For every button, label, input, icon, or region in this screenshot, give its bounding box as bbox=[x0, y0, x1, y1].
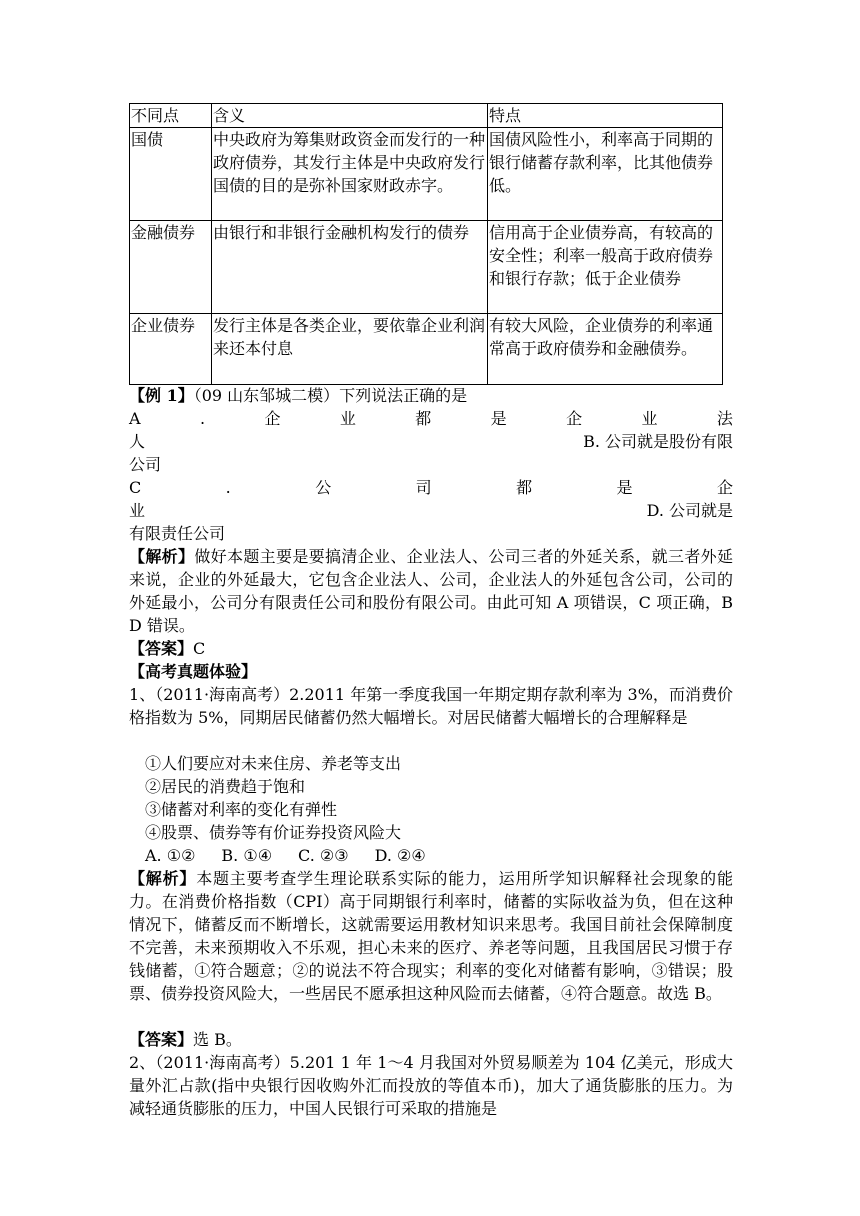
option-b: B. 公司就是股份有限 bbox=[583, 432, 733, 451]
option-a-char: 业 bbox=[641, 409, 658, 428]
analysis-tag: 【解析】 bbox=[129, 547, 195, 566]
option-a-char: 企 bbox=[264, 409, 281, 428]
analysis-text: 做好本题主要是要搞清企业、企业法人、公司三者的外延关系，就三者外延来说，企业的外延最大，它包含企业法人、公司，企业法人的外延包含公司，公司的外延最小，公司分有限责任公司和股份有限公司。由此可知 A 项错误，C 项正确，BD 错误。 bbox=[129, 547, 733, 635]
option-a-char: 业 bbox=[339, 409, 356, 428]
option-a-tail: 人 bbox=[129, 432, 146, 451]
question-1-item: ②居民的消费趋于饱和 bbox=[145, 777, 306, 796]
table-header-cell: 含义 bbox=[212, 104, 488, 128]
option-a-line bbox=[129, 407, 733, 430]
question-1-choices bbox=[129, 844, 749, 867]
option-cd-line bbox=[129, 499, 733, 522]
table-header-cell: 不同点 bbox=[130, 104, 212, 128]
option-a-dot: . bbox=[199, 409, 206, 428]
table-cell: 发行主体是各类企业，要依靠企业利润来还本付息 bbox=[212, 314, 488, 385]
table-cell: 由银行和非银行金融机构发行的债券 bbox=[212, 221, 488, 314]
answer-text: C bbox=[193, 639, 206, 658]
bond-comparison-table bbox=[129, 103, 723, 385]
option-c-char: 都 bbox=[516, 478, 533, 497]
example-answer bbox=[129, 637, 733, 660]
option-ab-line bbox=[129, 430, 733, 453]
question-1-analysis bbox=[129, 867, 733, 1005]
question-1-answer bbox=[129, 1028, 733, 1051]
table-row bbox=[130, 221, 723, 314]
analysis-tag: 【解析】 bbox=[129, 869, 197, 888]
example-question: （09 山东邹城二模）下列说法正确的是 bbox=[193, 386, 468, 405]
option-c-line bbox=[129, 476, 733, 499]
table-cell: 企业债券 bbox=[130, 314, 212, 385]
question-1-item: ④股票、债券等有价证券投资风险大 bbox=[145, 823, 402, 842]
table-cell: 中央政府为筹集财政资金而发行的一种政府债券，其发行主体是中央政府发行国债的目的是弥补国家财政赤字。 bbox=[212, 128, 488, 221]
table-row bbox=[130, 314, 723, 385]
answer-text: 选 B。 bbox=[193, 1030, 242, 1049]
table-cell: 国债风险性小，利率高于同期的银行储蓄存款利率，比其他债券低。 bbox=[488, 128, 723, 221]
choice-b: B. ①④ bbox=[221, 846, 273, 865]
option-c-char: 公 bbox=[315, 478, 332, 497]
question-2-stem: 2、（2011·海南高考）5.201 1 年 1～4 月我国对外贸易顺差为 104 亿美元，形成大量外汇占款(指中央银行因收购外汇而投放的等值本币)，加大了通货膨胀的压力。为减轻通货膨胀的压力，中国人民银行可采取的措施是 bbox=[129, 1053, 733, 1118]
option-a-char: 企 bbox=[566, 409, 583, 428]
option-c-tail: 业 bbox=[129, 501, 146, 520]
option-a-char: 是 bbox=[490, 409, 507, 428]
choice-a: A. ①② bbox=[145, 846, 196, 865]
table-cell: 金融债券 bbox=[130, 221, 212, 314]
question-1-item: ①人们要应对未来住房、养老等支出 bbox=[145, 754, 402, 773]
option-c-letter: C bbox=[129, 478, 142, 497]
question-1-stem: 1、（2011·海南高考）2.2011 年第一季度我国一年期定期存款利率为 3%，而消费价格指数为 5%，同期居民储蓄仍然大幅增长。对居民储蓄大幅增长的合理解释是 bbox=[129, 685, 733, 727]
option-d-tail: 有限责任公司 bbox=[129, 524, 226, 543]
option-c-char: 司 bbox=[415, 478, 432, 497]
option-c-char: 企 bbox=[716, 478, 733, 497]
example-analysis bbox=[129, 545, 733, 637]
analysis-text: 本题主要考查学生理论联系实际的能力，运用所学知识解释社会现象的能力。在消费价格指数（CPI）高于同期银行利率时，储蓄的实际收益为负，但在这种情况下，储蓄反而不断增长，这就需要运用教材知识来思考。我国目前社会保障制度不完善，未来预期收入不乐观，担心未来的医疗、养老等问题，且我国居民习惯于存钱储蓄，①符合题意；②的说法不符合现实；利率的变化对储蓄有影响，③错误；股票、债券投资风险大，一些居民不愿承担这种风险而去储蓄，④符合题意。故选 B。 bbox=[129, 869, 733, 1003]
option-c-char: 是 bbox=[616, 478, 633, 497]
question-1-item: ③储蓄对利率的变化有弹性 bbox=[145, 800, 338, 819]
table-header-row bbox=[130, 104, 723, 128]
choice-c: C. ②③ bbox=[298, 846, 349, 865]
example-title bbox=[129, 384, 733, 407]
table-cell: 有较大风险，企业债券的利率通常高于政府债券和金融债券。 bbox=[488, 314, 723, 385]
option-a-char: 都 bbox=[415, 409, 432, 428]
table-cell: 国债 bbox=[130, 128, 212, 221]
option-a-letter: A bbox=[129, 409, 141, 428]
choice-d: D. ②④ bbox=[374, 846, 426, 865]
option-c-dot: . bbox=[225, 478, 231, 497]
option-a-char: 法 bbox=[716, 409, 733, 428]
option-b-tail: 公司 bbox=[129, 455, 162, 474]
option-d: D. 公司就是 bbox=[646, 501, 733, 520]
table-header-cell: 特点 bbox=[488, 104, 723, 128]
table-row bbox=[130, 128, 723, 221]
example-tag: 【例 1】 bbox=[129, 386, 194, 405]
answer-tag: 【答案】 bbox=[129, 1030, 194, 1049]
section-title: 【高考真题体验】 bbox=[129, 662, 258, 681]
answer-tag: 【答案】 bbox=[129, 639, 194, 658]
table-cell: 信用高于企业债券高，有较高的安全性；利率一般高于政府债券和银行存款；低于企业债券 bbox=[488, 221, 723, 314]
